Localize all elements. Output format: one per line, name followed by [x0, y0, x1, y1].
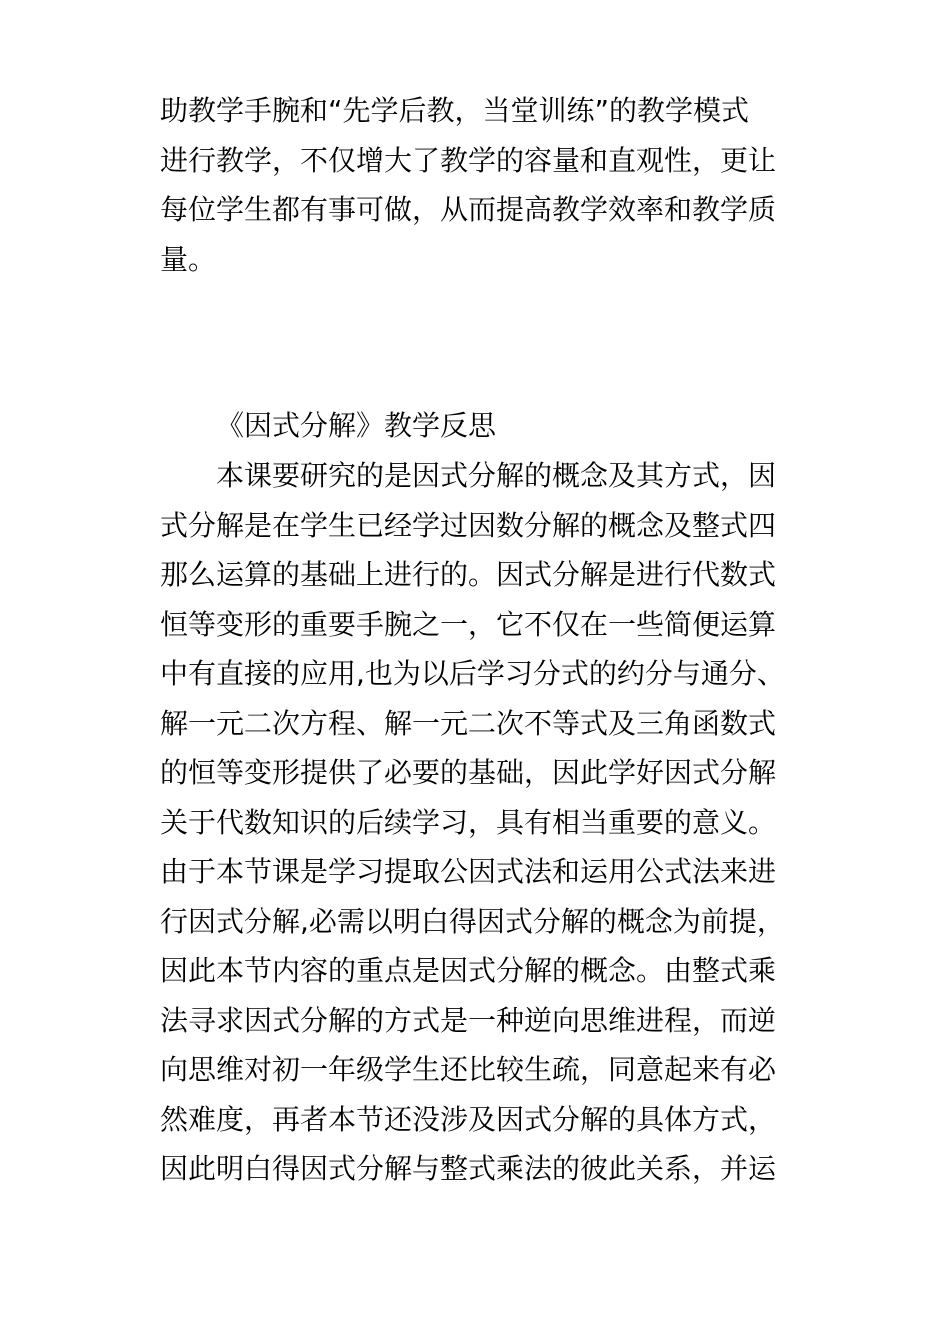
text-line: 解一元二次方程、解一元二次不等式及三角函数式 [160, 706, 777, 740]
text-line: 本课要研究的是因式分解的概念及其方式，因 [216, 459, 777, 492]
section-body [160, 451, 800, 1194]
text-line: 进行教学，不仅增大了教学的容量和直观性，更让 [160, 143, 777, 177]
text-line: 关于代数知识的后续学习，具有相当重要的意义。 [160, 805, 777, 839]
section-title: 《因式分解》教学反思 [216, 409, 497, 442]
text-line: 恒等变形的重要手腕之一，它不仅在一些简便运算 [160, 607, 777, 641]
text-line: 量。 [160, 242, 217, 276]
text-line: 那么运算的基础上进行的。因式分解是进行代数式 [160, 558, 777, 591]
text-line: 行因式分解,必需以明白得因式分解的概念为前提， [160, 904, 785, 938]
text-line: 助教学手腕和“先学后教，当堂训练”的教学模式 [160, 94, 750, 127]
intro-paragraph [160, 86, 800, 284]
text-line: 因此本节内容的重点是因式分解的概念。由整式乘 [160, 954, 777, 987]
section-title-block [160, 401, 800, 451]
text-line: 每位学生都有事可做，从而提高教学效率和教学质 [160, 193, 777, 226]
text-line: 的恒等变形提供了必要的基础，因此学好因式分解 [160, 756, 777, 789]
text-line: 向思维对初一年级学生还比较生疏，同意起来有必 [160, 1053, 777, 1086]
text-line: 中有直接的应用,也为以后学习分式的约分与通分、 [160, 657, 785, 690]
text-line: 由于本节课是学习提取公因式法和运用公式法来进 [160, 855, 777, 888]
text-line: 法寻求因式分解的方式是一种逆向思维进程，而逆 [160, 1003, 777, 1037]
text-line: 然难度，再者本节还没涉及因式分解的具体方式， [160, 1102, 777, 1136]
text-line: 式分解是在学生已经学过因数分解的概念及整式四 [160, 508, 777, 542]
text-line: 因此明白得因式分解与整式乘法的彼此关系，并运 [160, 1152, 777, 1185]
